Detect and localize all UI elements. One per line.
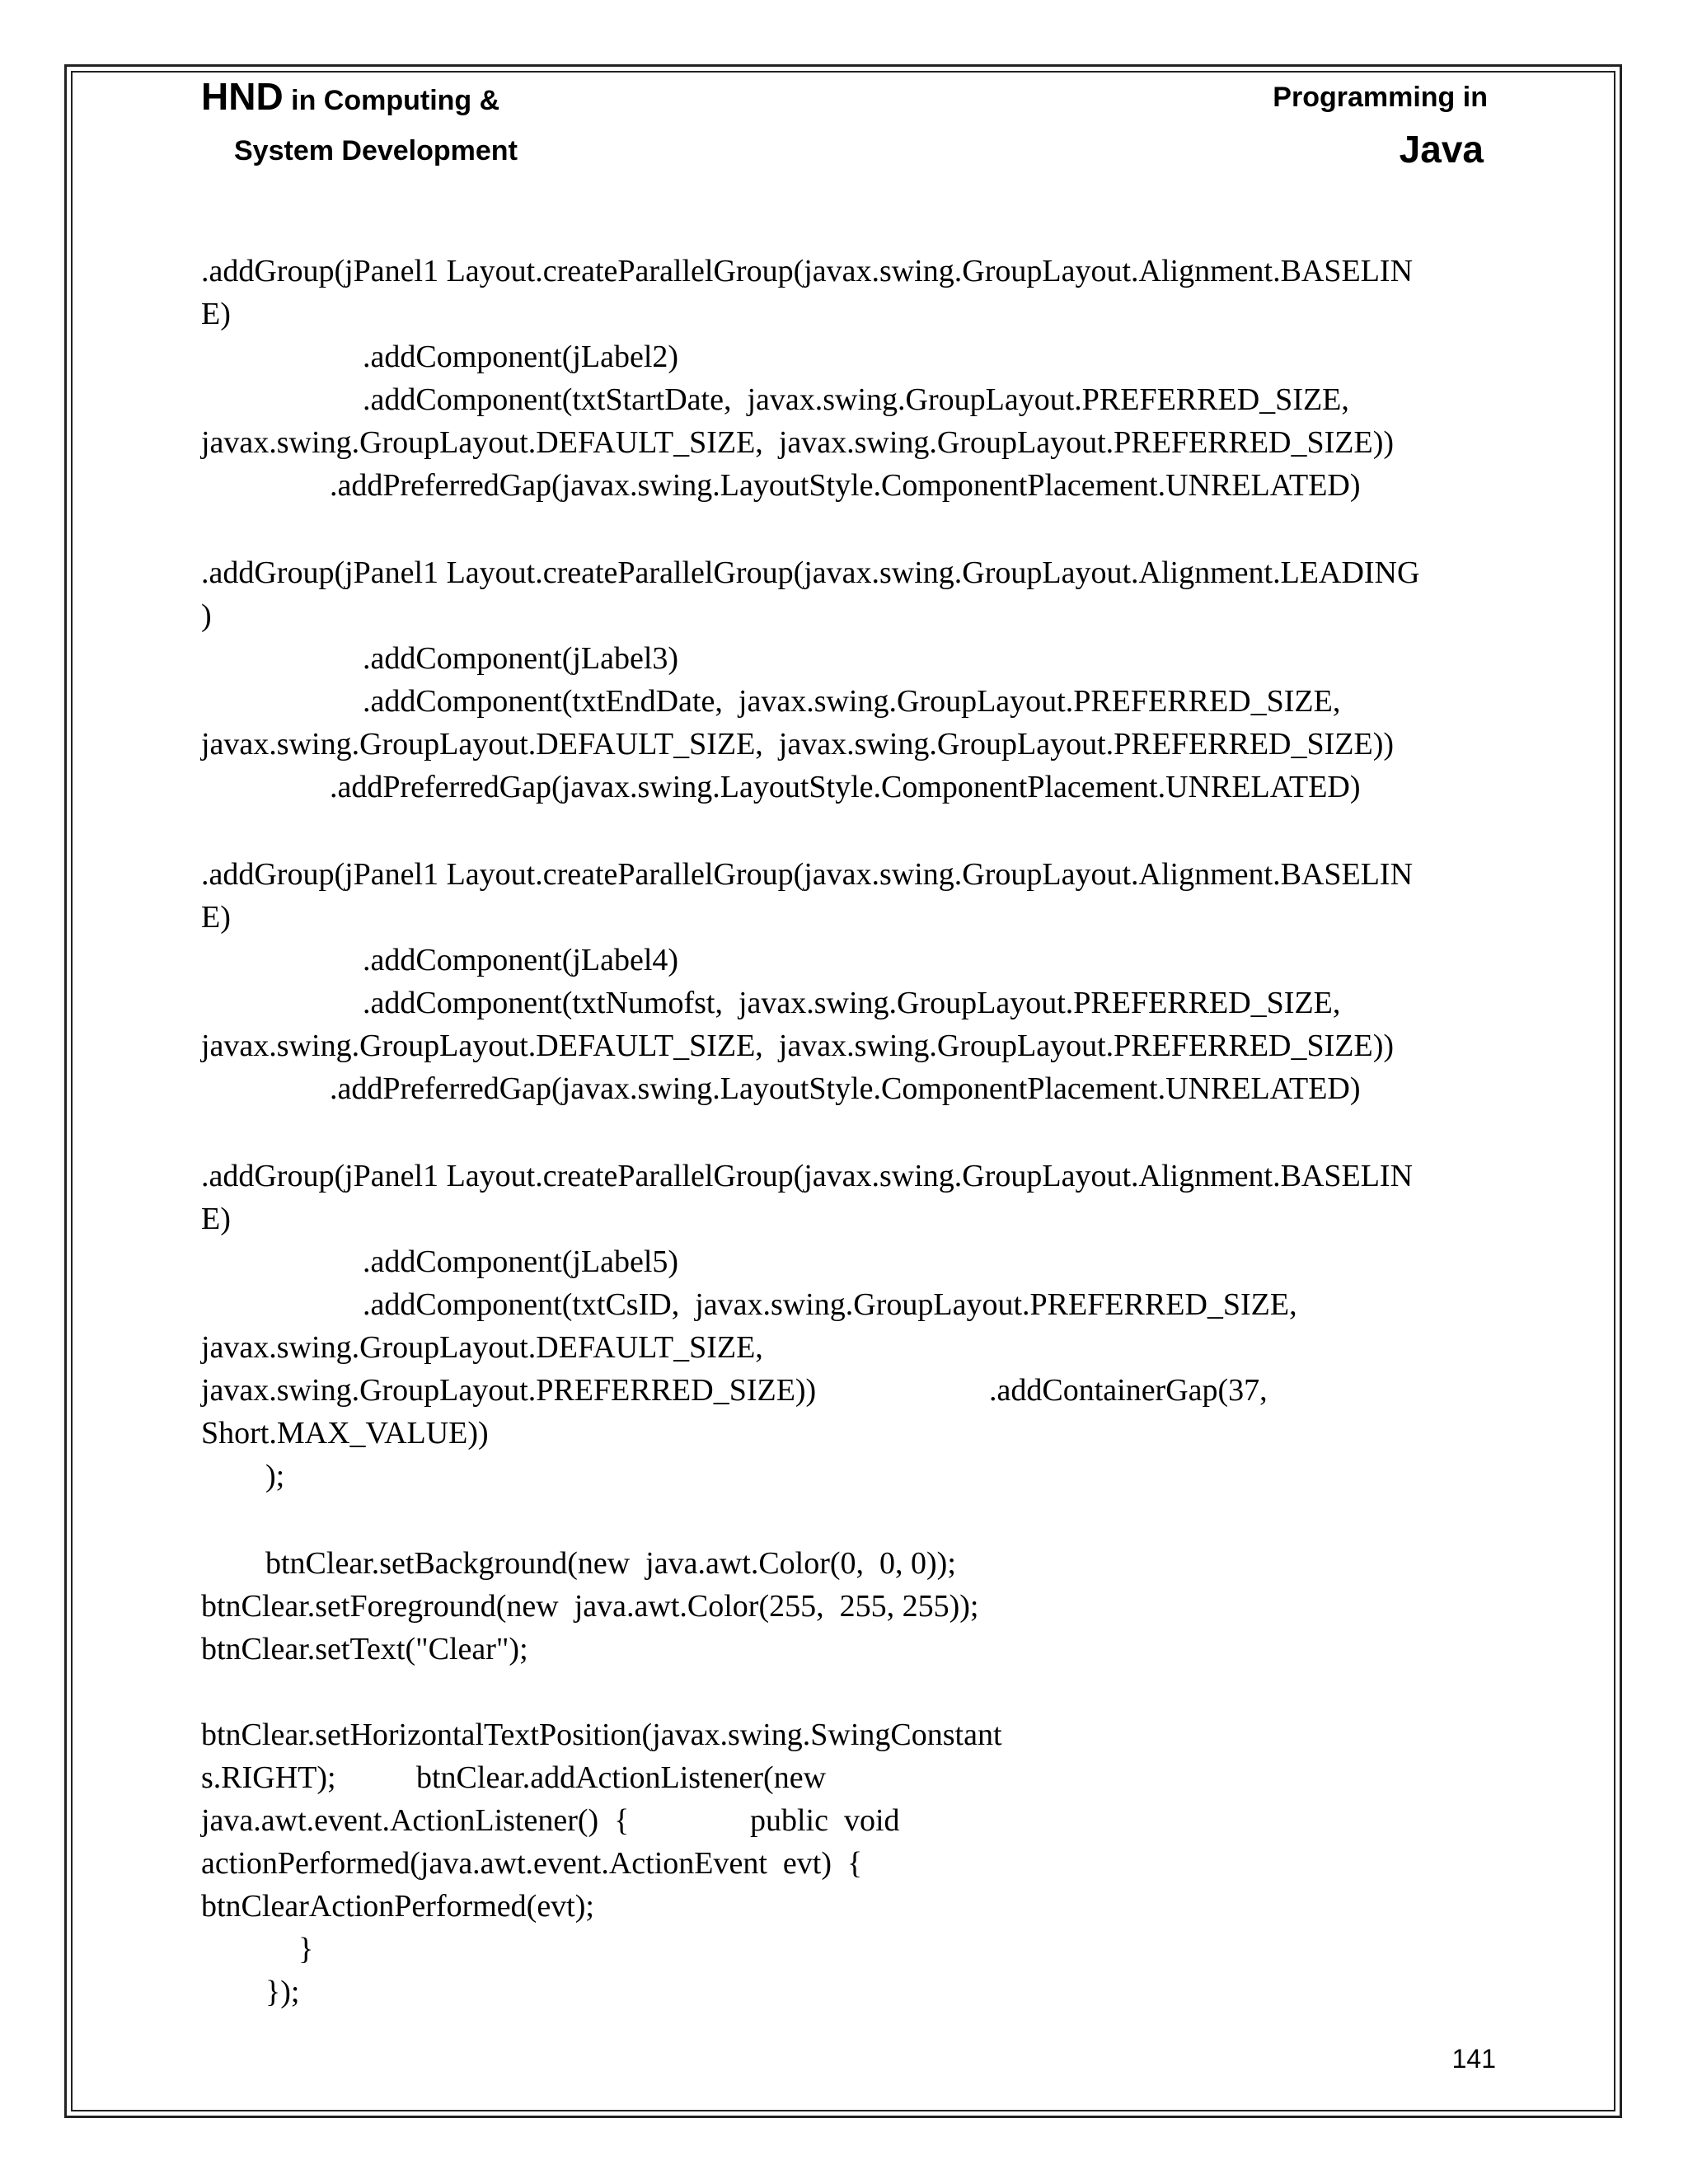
code-line: ) — [201, 598, 212, 633]
code-line: btnClear.setBackground(new java.awt.Color(0, 0, 0)); — [265, 1546, 956, 1581]
code-line: E) — [201, 1202, 231, 1236]
code-line: java.awt.event.ActionListener() { — [201, 1803, 630, 1838]
code-line: ); — [265, 1459, 285, 1493]
header-course-title — [201, 74, 499, 119]
header-java: Java — [1399, 128, 1484, 171]
code-line: .addPreferredGap(javax.swing.LayoutStyle.ComponentPlacement.UNRELATED) — [330, 770, 1361, 804]
code-line: actionPerformed(java.awt.event.ActionEvent evt) { — [201, 1846, 863, 1881]
page-number: 141 — [1451, 2044, 1496, 2074]
code-line: .addComponent(txtEndDate, javax.swing.GroupLayout.PREFERRED_SIZE, — [363, 684, 1341, 719]
code-line: .addPreferredGap(javax.swing.LayoutStyle.ComponentPlacement.UNRELATED) — [330, 468, 1361, 503]
code-line: .addGroup(jPanel1 Layout.createParallelGroup(javax.swing.GroupLayout.Alignment.BASELIN — [201, 254, 1414, 288]
code-line: .addContainerGap(37, — [989, 1373, 1268, 1408]
code-line: E) — [201, 297, 231, 331]
code-line: .addGroup(jPanel1 Layout.createParallelGroup(javax.swing.GroupLayout.Alignment.BASELIN — [201, 857, 1414, 892]
code-line: javax.swing.GroupLayout.DEFAULT_SIZE, javax.swing.GroupLayout.PREFERRED_SIZE)) — [201, 727, 1395, 762]
code-line: E) — [201, 900, 231, 935]
code-line: .addComponent(jLabel3) — [363, 641, 679, 676]
code-line: javax.swing.GroupLayout.DEFAULT_SIZE, — [201, 1330, 763, 1365]
code-line: btnClear.setHorizontalTextPosition(javax.swing.SwingConstant — [201, 1718, 1002, 1752]
header-system-development: System Development — [234, 135, 518, 166]
header-hnd: HND — [201, 75, 284, 118]
code-line: .addGroup(jPanel1 Layout.createParallelGroup(javax.swing.GroupLayout.Alignment.BASELIN — [201, 1159, 1414, 1193]
code-line: public void — [750, 1803, 900, 1838]
code-line: btnClearActionPerformed(evt); — [201, 1889, 594, 1924]
header-in-computing: in Computing & — [283, 85, 500, 116]
code-line: .addComponent(jLabel2) — [363, 340, 679, 374]
code-line: Short.MAX_VALUE)) — [201, 1416, 489, 1451]
code-line: javax.swing.GroupLayout.DEFAULT_SIZE, javax.swing.GroupLayout.PREFERRED_SIZE)) — [201, 1029, 1395, 1063]
code-line: btnClear.setText("Clear"); — [201, 1632, 528, 1666]
code-line: btnClear.setForeground(new java.awt.Color(255, 255, 255)); — [201, 1589, 979, 1624]
code-line: btnClear.addActionListener(new — [416, 1760, 827, 1795]
code-line: .addComponent(txtCsID, javax.swing.GroupLayout.PREFERRED_SIZE, — [363, 1287, 1297, 1322]
code-line: .addGroup(jPanel1 Layout.createParallelGroup(javax.swing.GroupLayout.Alignment.LEADING — [201, 555, 1420, 590]
code-line: .addPreferredGap(javax.swing.LayoutStyle.ComponentPlacement.UNRELATED) — [330, 1071, 1361, 1106]
code-line: }); — [265, 1975, 300, 2009]
header-programming-in: Programming in — [1273, 82, 1488, 113]
code-line: javax.swing.GroupLayout.PREFERRED_SIZE)) — [201, 1373, 817, 1408]
code-line: s.RIGHT); — [201, 1760, 336, 1795]
code-line: .addComponent(jLabel4) — [363, 943, 679, 977]
code-line: .addComponent(jLabel5) — [363, 1244, 679, 1279]
code-line: javax.swing.GroupLayout.DEFAULT_SIZE, javax.swing.GroupLayout.PREFERRED_SIZE)) — [201, 425, 1395, 460]
code-line: .addComponent(txtStartDate, javax.swing.GroupLayout.PREFERRED_SIZE, — [363, 382, 1349, 417]
code-line: } — [298, 1932, 314, 1966]
code-line: .addComponent(txtNumofst, javax.swing.GroupLayout.PREFERRED_SIZE, — [363, 986, 1341, 1020]
